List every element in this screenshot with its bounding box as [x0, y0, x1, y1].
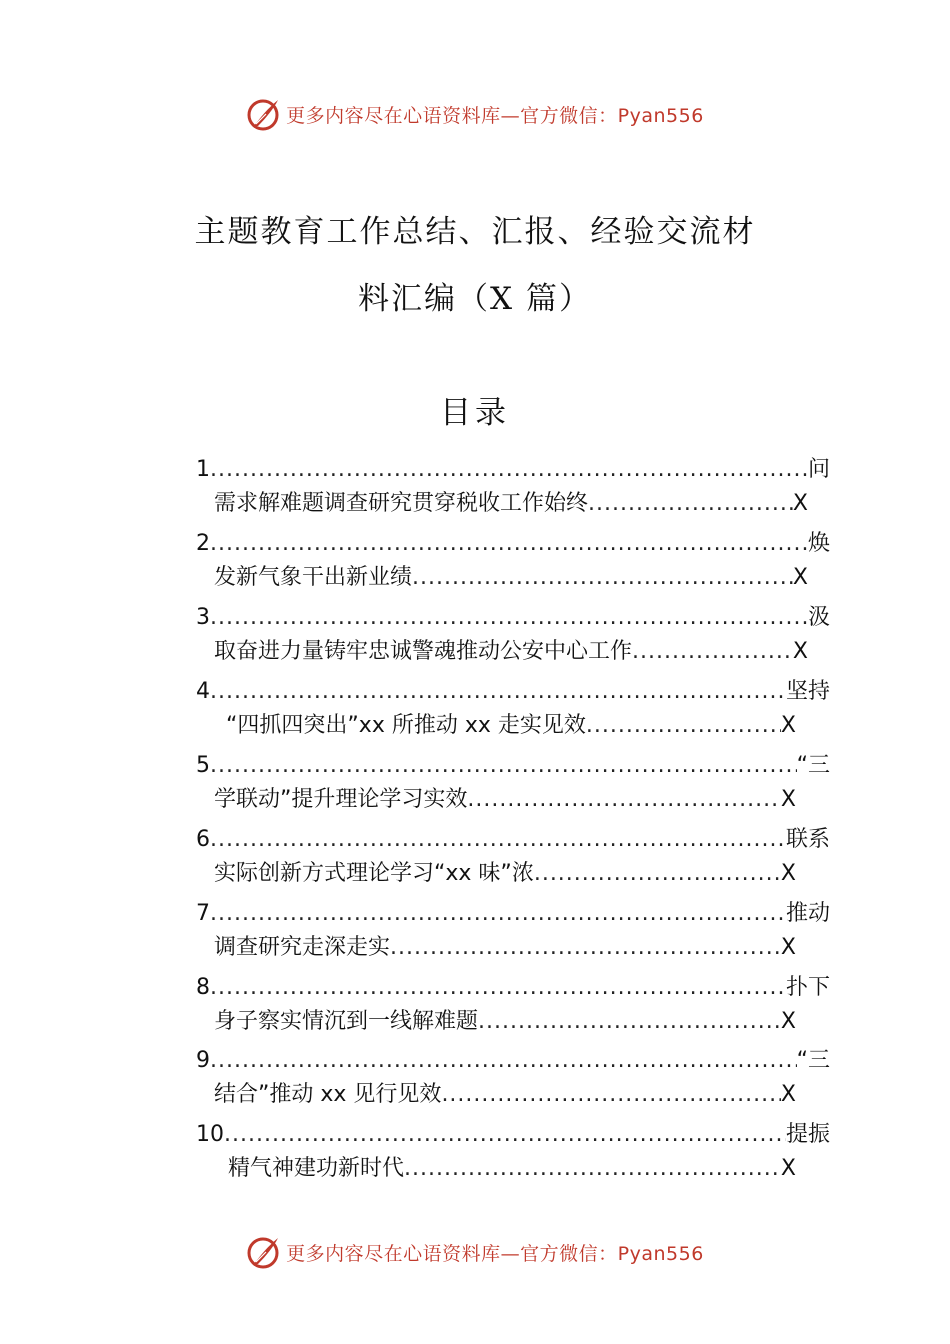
quill-logo-icon	[246, 1234, 282, 1270]
toc-entry-title-start: “三	[796, 1048, 830, 1073]
leader-dots	[478, 1005, 781, 1039]
leader-dots	[210, 749, 797, 783]
leader-dots	[404, 1152, 781, 1186]
toc-entry-title-start: 联系	[785, 827, 830, 852]
document-title-line-1: 主题教育工作总结、汇报、经验交流材	[194, 214, 756, 250]
toc-entry[interactable]	[196, 823, 830, 891]
leader-dots	[632, 635, 793, 669]
toc-entry[interactable]	[196, 897, 830, 965]
banner-text: 更多内容尽在心语资料库—官方微信：Pyan556	[286, 1242, 704, 1265]
toc-entry-number: 4	[196, 679, 210, 704]
leader-dots	[210, 1044, 797, 1078]
leader-dots	[210, 823, 786, 857]
toc-entry-page: X	[792, 565, 808, 590]
toc-entry-title-rest: 需求解难题调查研究贯穿税收工作始终	[214, 491, 589, 516]
toc-entry[interactable]	[196, 1118, 830, 1186]
toc-entry-number: 3	[196, 605, 210, 630]
toc-entry-title-rest: 身子察实情沉到一线解难题	[214, 1009, 479, 1034]
toc-entry-number: 1	[196, 457, 210, 482]
leader-dots	[210, 971, 786, 1005]
toc-entry-title-start: 汲	[807, 605, 830, 630]
toc-entry-page: X	[780, 713, 796, 738]
toc-entry-page: X	[780, 787, 796, 812]
toc-entry[interactable]	[196, 453, 830, 521]
toc-entry-number: 8	[196, 975, 210, 1000]
toc-heading: 目录	[440, 395, 510, 431]
wechat-handle: Pyan556	[617, 104, 704, 127]
leader-dots	[467, 783, 781, 817]
quill-logo-icon	[246, 96, 282, 132]
toc-entry-number: 6	[196, 827, 210, 852]
toc-entry-number: 5	[196, 753, 210, 778]
toc-entry[interactable]	[196, 749, 830, 817]
leader-dots	[588, 487, 793, 521]
toc-entry-title-start: 提振	[785, 1122, 830, 1147]
toc-entry-title-rest: 学联动”提升理论学习实效	[214, 787, 468, 812]
footer-banner	[0, 1232, 950, 1272]
leader-dots	[210, 675, 786, 709]
leader-dots	[534, 857, 781, 891]
banner-text: 更多内容尽在心语资料库—官方微信：Pyan556	[286, 104, 704, 127]
toc-entry-number: 2	[196, 531, 210, 556]
toc-entry-page: X	[792, 491, 808, 516]
toc-entry-title-start: “三	[796, 753, 830, 778]
toc-entry-number: 7	[196, 901, 210, 926]
header-banner	[0, 94, 950, 134]
toc-entry-page: X	[780, 935, 796, 960]
leader-dots	[441, 1078, 780, 1112]
toc-entry[interactable]	[196, 601, 830, 669]
toc-entry-title-rest: “四抓四突出”xx 所推动 xx 走实见效	[226, 713, 586, 738]
leader-dots	[210, 453, 808, 487]
toc-entry-title-rest: 实际创新方式理论学习“xx 味”浓	[214, 861, 534, 886]
toc-entry-title-rest: 精气神建功新时代	[228, 1156, 405, 1181]
toc-entry-title-rest: 结合”推动 xx 见行见效	[214, 1082, 442, 1107]
toc-entry-title-rest: 发新气象干出新业绩	[214, 565, 413, 590]
toc-entry-page: X	[780, 1156, 796, 1181]
toc-entry[interactable]	[196, 971, 830, 1039]
toc-entry-page: X	[780, 1009, 796, 1034]
leader-dots	[210, 601, 808, 635]
toc-entry-number: 9	[196, 1048, 210, 1073]
toc-entry-page: X	[780, 1082, 796, 1107]
wechat-handle: Pyan556	[617, 1242, 704, 1265]
toc-entry-title-rest: 调查研究走深走实	[214, 935, 391, 960]
toc-entry[interactable]	[196, 675, 830, 743]
leader-dots	[390, 931, 781, 965]
leader-dots	[586, 709, 781, 743]
toc-entry-title-rest: 取奋进力量铸牢忠诚警魂推动公安中心工作	[214, 639, 633, 664]
leader-dots	[210, 527, 808, 561]
leader-dots	[210, 897, 786, 931]
leader-dots	[412, 561, 793, 595]
toc-entry[interactable]	[196, 527, 830, 595]
toc-entry-title-start: 焕	[807, 531, 830, 556]
toc-entry-title-start: 坚持	[785, 679, 830, 704]
leader-dots	[224, 1118, 786, 1152]
toc-entry-page: X	[792, 639, 808, 664]
toc-entry-page: X	[780, 861, 796, 886]
toc-entry-title-start: 推动	[785, 901, 830, 926]
toc-entry-number: 10	[196, 1122, 224, 1147]
document-title-line-2: 料汇编（X 篇）	[358, 281, 592, 317]
toc-entry-title-start: 问	[807, 457, 830, 482]
toc-entry[interactable]	[196, 1044, 830, 1112]
toc-entry-title-start: 扑下	[785, 975, 830, 1000]
